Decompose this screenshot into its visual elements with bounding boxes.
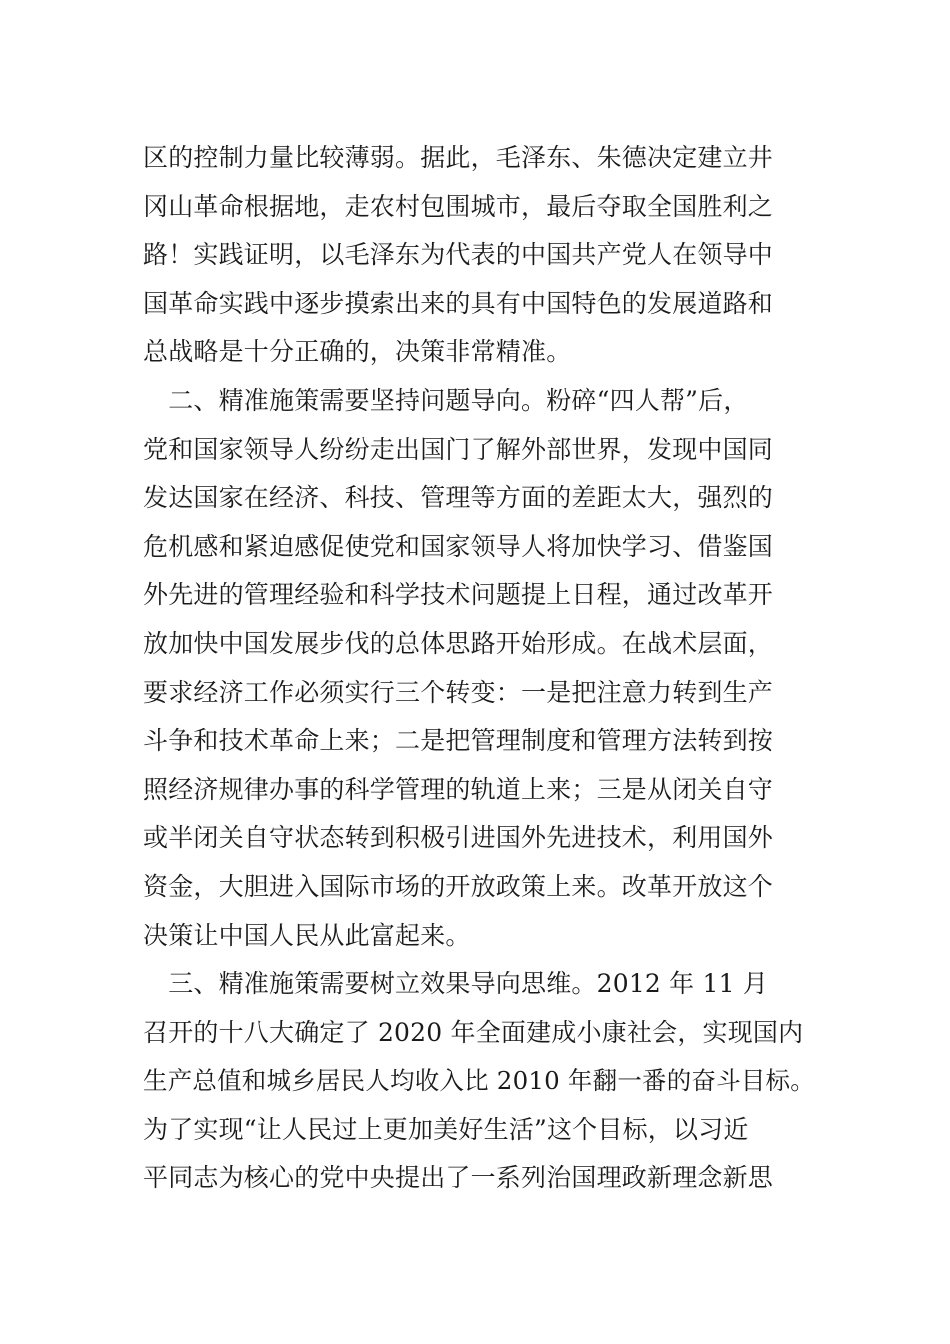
- paragraph-heading-line: 三、精准施策需要树立效果导向思维。2012 年 11 月: [143, 969, 769, 999]
- text-line: 总战略是十分正确的，决策非常精准。: [143, 337, 572, 367]
- text-line: 斗争和技术革命上来；二是把管理制度和管理方法转到按: [143, 726, 774, 756]
- text-line: 平同志为核心的党中央提出了一系列治国理政新理念新思: [143, 1163, 774, 1193]
- text-line: 冈山革命根据地，走农村包围城市，最后夺取全国胜利之: [143, 191, 774, 221]
- text-line: 危机感和紧迫感促使党和国家领导人将加快学习、借鉴国: [143, 531, 774, 561]
- text-line: 路！实践证明，以毛泽东为代表的中国共产党人在领导中: [143, 240, 774, 270]
- text-line: 党和国家领导人纷纷走出国门了解外部世界，发现中国同: [143, 434, 774, 464]
- text-line: 资金，大胆进入国际市场的开放政策上来。改革开放这个: [143, 871, 774, 901]
- text-line: 照经济规律办事的科学管理的轨道上来；三是从闭关自守: [143, 774, 774, 804]
- text-line: 或半闭关自守状态转到积极引进国外先进技术，利用国外: [143, 823, 774, 853]
- text-line: 国革命实践中逐步摸索出来的具有中国特色的发展道路和: [143, 288, 774, 318]
- text-line: 决策让中国人民从此富起来。: [143, 920, 471, 950]
- text-line: 放加快中国发展步伐的总体思路开始形成。在战术层面，: [143, 628, 774, 658]
- document-body: [143, 134, 823, 1203]
- text-line: 区的控制力量比较薄弱。据此，毛泽东、朱德决定建立井: [143, 143, 774, 172]
- paragraph-heading-line: 二、精准施策需要坚持问题导向。粉碎“四人帮”后，: [143, 385, 749, 415]
- text-line: 生产总值和城乡居民人均收入比 2010 年翻一番的奋斗目标。: [143, 1066, 815, 1096]
- text-line: 召开的十八大确定了 2020 年全面建成小康社会，实现国内: [143, 1017, 804, 1047]
- text-line: 发达国家在经济、科技、管理等方面的差距太大，强烈的: [143, 483, 774, 513]
- text-line: 外先进的管理经验和科学技术问题提上日程，通过改革开: [143, 580, 774, 610]
- text-line: 要求经济工作必须实行三个转变：一是把注意力转到生产: [143, 677, 774, 707]
- text-line: 为了实现“让人民过上更加美好生活”这个目标，以习近: [143, 1114, 749, 1144]
